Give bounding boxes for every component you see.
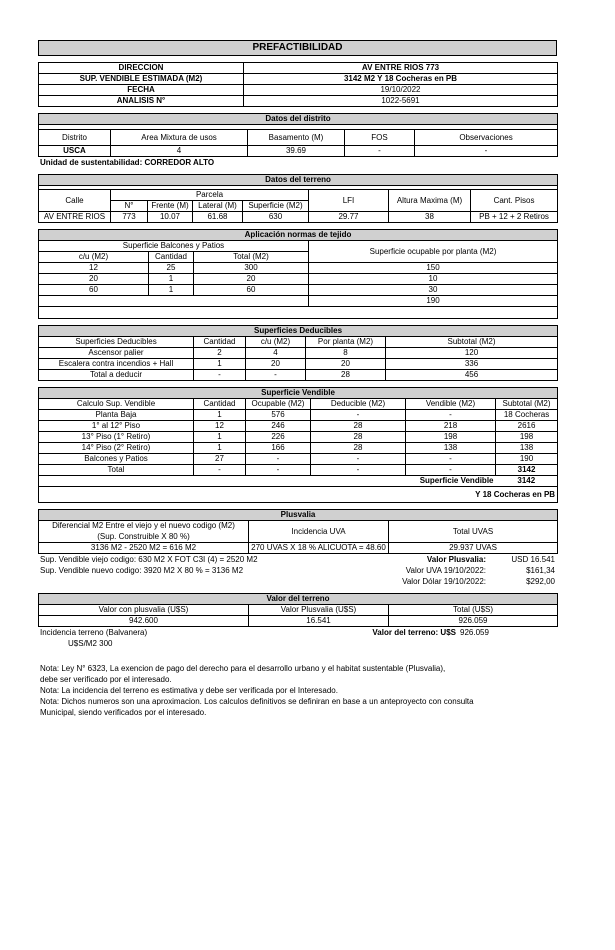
terreno-table [38,174,558,223]
balcones-label: Superficie Balcones y Patios [39,241,309,252]
parcela-sub-header: Lateral (M) [193,201,243,212]
vendible-cell: 12 [194,421,246,432]
tejido-cell: 12 [39,263,149,274]
title-table [38,40,557,56]
vendible-cell: 138 [496,443,558,454]
vendible-cell: 14° Piso (2° Retiro) [39,443,194,454]
lfi-label: LFI [309,190,389,212]
prefactibilidad-sheet [38,40,557,718]
parcela-label: Parcela [111,190,309,201]
deducibles-header: Subtotal (M2) [386,337,558,348]
valor-terreno-value: 942.600 [39,616,249,627]
terreno-value: 773 [111,212,148,223]
deducibles-cell: 456 [386,370,558,381]
vendible-table [38,387,558,503]
pisos-label: Cant. Pisos [471,190,558,212]
fecha-label: FECHA [39,85,244,96]
vendible-cell: - [246,465,311,476]
valor-terreno-header: Total (U$S) [389,605,558,616]
vendible-cell: 166 [246,443,311,454]
deducibles-cell: 120 [386,348,558,359]
tejido-col-header: c/u (M2) [39,252,149,263]
vendible-cell: Total [39,465,194,476]
diff-label: Diferencial M2 Entre el viejo y el nuevo codigo (M2) [39,521,249,532]
valor-terreno-detail [38,627,557,663]
plusvalia-table [38,509,558,554]
total-uvas-label: Total UVAS [389,521,558,543]
fecha-value: 19/10/2022 [244,85,558,96]
deducibles-table [38,325,558,381]
distrito-value: 4 [111,146,248,157]
tejido-cell: 60 [194,285,309,296]
tejido-cell: 30 [309,285,558,296]
ocupable-label: Superficie ocupable por planta (M2) [309,241,558,263]
tejido-section-title: Aplicación normas de tejido [39,230,558,241]
vendible-cell: 1 [194,443,246,454]
sup-label: SUP. VENDIBLE ESTIMADA (M2) [39,74,244,85]
total-uvas-value: 29.937 UVAS [389,543,558,554]
valor-terreno-section-title: Valor del terreno [39,594,558,605]
distrito-header: Basamento (M) [248,130,345,146]
vendible-cell: 1 [194,432,246,443]
plusvalia-detail [38,554,557,587]
valor-uva-label: Valor UVA 19/10/2022: [405,565,486,575]
vendible-summary-label: Superficie Vendible [406,476,496,487]
vendible-cell: Planta Baja [39,410,194,421]
deducibles-cell: 20 [306,359,386,370]
vendible-cell: - [246,454,311,465]
diff-sub: (Sup. Construible X 80 %) [39,532,249,543]
vendible-cell: 18 Cocheras [496,410,558,421]
vendible-cell: 246 [246,421,311,432]
vendible-header: Vendible (M2) [406,399,496,410]
vendible-summary-cocheras: Y 18 Cocheras en PB [406,487,558,503]
tejido-cell: 1 [149,285,194,296]
tejido-cell: 20 [39,274,149,285]
distrito-header: Area Mixtura de usos [111,130,248,146]
terreno-value: 29.77 [309,212,389,223]
vendible-header: Calculo Sup. Vendible [39,399,194,410]
deducibles-cell: 8 [306,348,386,359]
tejido-table [38,229,558,319]
vendible-cell: 1° al 12° Piso [39,421,194,432]
tejido-col-header: Cantidad [149,252,194,263]
tejido-cell: 300 [194,263,309,274]
parcela-sub-header: Superficie (M2) [243,201,309,212]
tejido-cell: 10 [309,274,558,285]
tejido-cell: 25 [149,263,194,274]
terreno-value: 630 [243,212,309,223]
valor-terreno-header: Valor Plusvalia (U$S) [249,605,389,616]
vendible-cell: 28 [311,432,406,443]
deducibles-header: Superficies Deducibles [39,337,194,348]
valor-plusvalia-label: Valor Plusvalia: [426,554,486,564]
tejido-col-header: Total (M2) [194,252,309,263]
vendible-cell: - [311,410,406,421]
vendible-header: Deducible (M2) [311,399,406,410]
distrito-section-title: Datos del distrito [39,114,558,125]
deducibles-cell: 20 [246,359,306,370]
tejido-cell: 150 [309,263,558,274]
vendible-summary-value: 3142 [496,476,558,487]
vendible-cell: 27 [194,454,246,465]
parcela-sub-header: N° [111,201,148,212]
incidencia-terreno-label: Incidencia terreno (Balvanera) [40,627,148,637]
valor-terreno-header: Valor con plusvalia (U$S) [39,605,249,616]
deducibles-cell: 2 [194,348,246,359]
valor-terreno-value: 16.541 [249,616,389,627]
distrito-header: Observaciones [415,130,558,146]
deducibles-cell: Escalera contra incendios + Hall [39,359,194,370]
note-line: Nota: La incidencia del terreno es estimativa y debe ser verificada por el Interesado. [40,686,338,695]
analisis-value: 1022-5691 [244,96,558,107]
vendible-cell: 3142 [496,465,558,476]
analisis-label: ANALISIS N° [39,96,244,107]
direccion-value: AV ENTRE RIOS 773 [244,63,558,74]
vendible-cell: - [406,454,496,465]
vendible-cell: - [194,465,246,476]
vendible-cell: - [311,465,406,476]
note-line: debe ser verificado por el interesado. [40,675,172,684]
viejo-codigo: Sup. Vendible viejo codigo: 630 M2 X FOT C3I (4) = 2520 M2 [40,554,258,564]
deducibles-cell: 1 [194,359,246,370]
terreno-section-title: Datos del terreno [39,175,558,186]
distrito-header: FOS [345,130,415,146]
notes [38,663,557,718]
valor-uva-value: $161,34 [526,565,555,575]
valor-dolar-label: Valor Dólar 19/10/2022: [402,576,486,586]
vendible-cell: - [406,465,496,476]
valor-terreno-table [38,593,558,627]
vendible-section-title: Superficie Vendible [39,388,558,399]
vendible-cell: 28 [311,443,406,454]
terreno-value: AV ENTRE RIOS [39,212,111,223]
distrito-value: - [345,146,415,157]
diff-value: 3136 M2 - 2520 M2 = 616 M2 [39,543,249,554]
altura-label: Altura Maxima (M) [389,190,471,212]
vendible-cell: 190 [496,454,558,465]
vendible-cell: - [406,410,496,421]
distrito-value: 39.69 [248,146,345,157]
vendible-cell: 138 [406,443,496,454]
distrito-table [38,113,558,157]
valor-dolar-value: $292,00 [526,576,555,586]
direccion-label: DIRECCION [39,63,244,74]
terreno-value: PB + 12 + 2 Retiros [471,212,558,223]
deducibles-cell: Ascensor palier [39,348,194,359]
parcela-sub-header: Frente (M) [148,201,193,212]
vendible-header: Ocupable (M2) [246,399,311,410]
vendible-cell: 2616 [496,421,558,432]
nuevo-codigo: Sup. Vendible nuevo codigo: 3920 M2 X 80 % = 3136 M2 [40,565,244,575]
page-title: PREFACTIBILIDAD [39,41,557,56]
vendible-cell: 198 [406,432,496,443]
deducibles-header: Cantidad [194,337,246,348]
vendible-cell: 218 [406,421,496,432]
vendible-cell: Balcones y Patios [39,454,194,465]
tejido-total: 190 [309,296,558,307]
distrito-value: USCA [39,146,111,157]
tejido-cell: 60 [39,285,149,296]
tejido-cell: 20 [194,274,309,285]
plusvalia-section-title: Plusvalia [39,510,558,521]
vendible-cell: 28 [311,421,406,432]
incidencia-terreno-value: U$S/M2 300 [68,638,113,648]
terreno-value: 10.07 [148,212,193,223]
header-table [38,62,558,107]
vendible-cell: 1 [194,410,246,421]
vendible-header: Cantidad [194,399,246,410]
valor-terreno-final-value: 926.059 [460,627,489,637]
vendible-cell: - [311,454,406,465]
deducibles-cell: - [194,370,246,381]
valor-terreno-value: 926.059 [389,616,558,627]
deducibles-cell: - [246,370,306,381]
deducibles-header: Por planta (M2) [306,337,386,348]
incidencia-uva-value: 270 UVAS X 18 % ALICUOTA = 48.60 [249,543,389,554]
valor-plusvalia-value: USD 16.541 [511,554,555,564]
unidad-sustentabilidad: Unidad de sustentabilidad: CORREDOR ALTO [40,157,215,167]
sup-value: 3142 M2 Y 18 Cocheras en PB [244,74,558,85]
deducibles-cell: Total a deducir [39,370,194,381]
vendible-cell: 13° Piso (1° Retiro) [39,432,194,443]
incidencia-uva-label: Incidencia UVA [249,521,389,543]
deducibles-cell: 336 [386,359,558,370]
vendible-cell: 576 [246,410,311,421]
deducibles-header: c/u (M2) [246,337,306,348]
distrito-value: - [415,146,558,157]
terreno-value: 38 [389,212,471,223]
tejido-cell: 1 [149,274,194,285]
note-line: Nota: Dichos numeros son una aproximacion. Los calculos definitivos se definiran en base a un anteproyecto con consulta [40,697,474,706]
terreno-value: 61.68 [193,212,243,223]
deducibles-cell: 4 [246,348,306,359]
deducibles-section-title: Superficies Deducibles [39,326,558,337]
note-line: Nota: Ley N° 6323, La exencion de pago del derecho para el desarrollo urbano y el habitat sustentable (Plusvalia), [40,664,446,673]
deducibles-cell: 28 [306,370,386,381]
valor-terreno-final-label: Valor del terreno: U$S [372,627,456,637]
note-line: Municipal, siendo verificados por el interesado. [40,708,207,717]
calle-label: Calle [39,190,111,212]
vendible-cell: 226 [246,432,311,443]
vendible-header: Subtotal (M2) [496,399,558,410]
distrito-header: Distrito [39,130,111,146]
vendible-cell: 198 [496,432,558,443]
